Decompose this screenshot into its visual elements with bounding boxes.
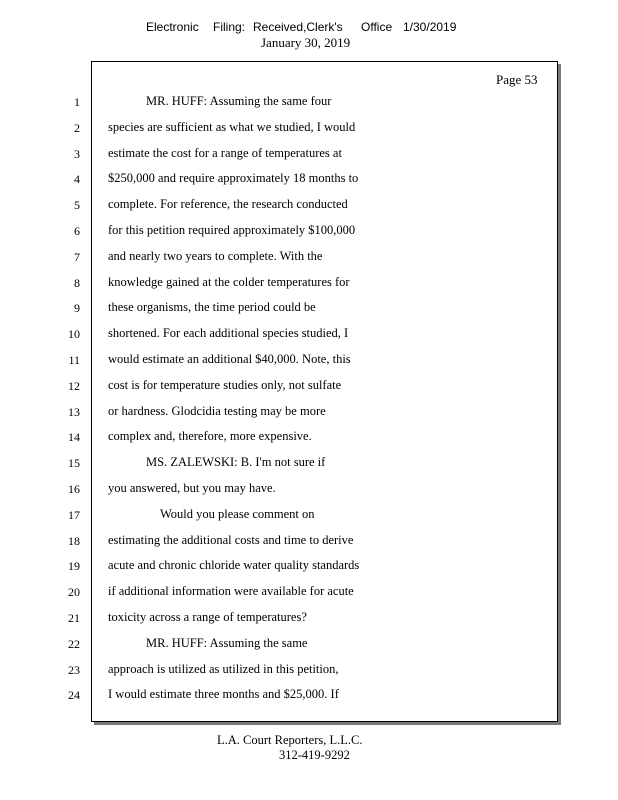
line-number: 7 [74, 249, 80, 264]
line-number: 3 [74, 146, 80, 161]
line-text: cost is for temperature studies only, not sulfate [108, 377, 342, 392]
line-number: 9 [74, 301, 80, 316]
line-text: approach is utilized as utilized in this petition, [108, 661, 339, 676]
header-date-line: January 30, 2019 [261, 35, 351, 50]
transcript-line [0, 193, 618, 219]
line-text: estimating the additional costs and time to derive [108, 532, 354, 547]
line-number: 20 [68, 585, 80, 600]
line-text: I would estimate three months and $25,000. If [108, 687, 339, 702]
line-text: for this petition required approximately $100,000 [108, 222, 356, 237]
line-number: 14 [68, 430, 80, 445]
footer-phone: 312-419-9292 [279, 748, 350, 762]
transcript-line [0, 348, 618, 374]
line-number: 24 [68, 688, 80, 703]
line-text: toxicity across a range of temperatures? [108, 609, 307, 624]
line-number: 19 [68, 559, 80, 574]
transcript-line [0, 606, 618, 632]
transcript-line [0, 219, 618, 245]
transcript-line [0, 554, 618, 580]
transcript-line [0, 580, 618, 606]
header-filing: Filing: [213, 20, 246, 34]
line-number: 22 [68, 636, 80, 651]
line-text: or hardness. Glodcidia testing may be more [108, 403, 326, 418]
filing-header [0, 20, 618, 60]
line-number: 4 [74, 172, 80, 187]
line-text: estimate the cost for a range of temperatures at [108, 145, 342, 160]
line-text: these organisms, the time period could be [108, 300, 316, 315]
transcript-line [0, 142, 618, 168]
page-number: Page 53 [496, 72, 538, 87]
transcript-line [0, 271, 618, 297]
line-number: 6 [74, 223, 80, 238]
line-text: would estimate an additional $40,000. Note, this [108, 351, 351, 366]
line-number: 12 [68, 378, 80, 393]
line-number: 21 [68, 610, 80, 625]
line-number: 5 [74, 198, 80, 213]
line-number: 15 [68, 456, 80, 471]
transcript-line [0, 477, 618, 503]
line-number: 13 [68, 404, 80, 419]
transcript-line [0, 167, 618, 193]
transcript-line [0, 503, 618, 529]
transcript-line [0, 683, 618, 709]
footer-company: L.A. Court Reporters, L.L.C. [217, 733, 363, 747]
header-electronic: Electronic [146, 20, 199, 34]
line-number: 23 [68, 662, 80, 677]
transcript-line [0, 245, 618, 271]
line-text: shortened. For each additional species studied, I [108, 326, 349, 341]
line-text: MR. HUFF: Assuming the same [146, 635, 308, 650]
header-office: Office [361, 20, 393, 34]
header-stamp-date: 1/30/2019 [403, 20, 457, 34]
line-text: MS. ZALEWSKI: B. I'm not sure if [146, 455, 326, 470]
transcript-line [0, 116, 618, 142]
transcript-line [0, 632, 618, 658]
transcript-line [0, 425, 618, 451]
line-text: $250,000 and require approximately 18 months to [108, 171, 359, 186]
line-number: 10 [68, 327, 80, 342]
transcript-line [0, 400, 618, 426]
line-text: and nearly two years to complete. With the [108, 248, 323, 263]
line-text: if additional information were available for acute [108, 584, 354, 599]
line-number: 2 [74, 120, 80, 135]
line-text: you answered, but you may have. [108, 480, 276, 495]
transcript-line [0, 658, 618, 684]
line-text: Would you please comment on [160, 506, 315, 521]
transcript-line [0, 529, 618, 555]
transcript-line [0, 374, 618, 400]
line-text: complex and, therefore, more expensive. [108, 429, 312, 444]
line-number: 11 [68, 352, 80, 367]
line-text: acute and chronic chloride water quality standards [108, 558, 360, 573]
line-number: 17 [68, 507, 80, 522]
header-received: Received,Clerk's [253, 20, 343, 34]
line-text: knowledge gained at the colder temperatures for [108, 274, 350, 289]
line-text: MR. HUFF: Assuming the same four [146, 94, 332, 108]
transcript-line [0, 451, 618, 477]
transcript-line [0, 322, 618, 348]
line-number: 1 [74, 95, 80, 109]
page-footer [0, 733, 618, 773]
transcript-line [0, 90, 618, 116]
transcript-line [0, 296, 618, 322]
line-number: 8 [74, 275, 80, 290]
transcript-lines [0, 90, 618, 709]
line-number: 18 [68, 533, 80, 548]
line-text: complete. For reference, the research conducted [108, 197, 348, 212]
line-number: 16 [68, 481, 80, 496]
line-text: species are sufficient as what we studied, I would [108, 119, 356, 134]
